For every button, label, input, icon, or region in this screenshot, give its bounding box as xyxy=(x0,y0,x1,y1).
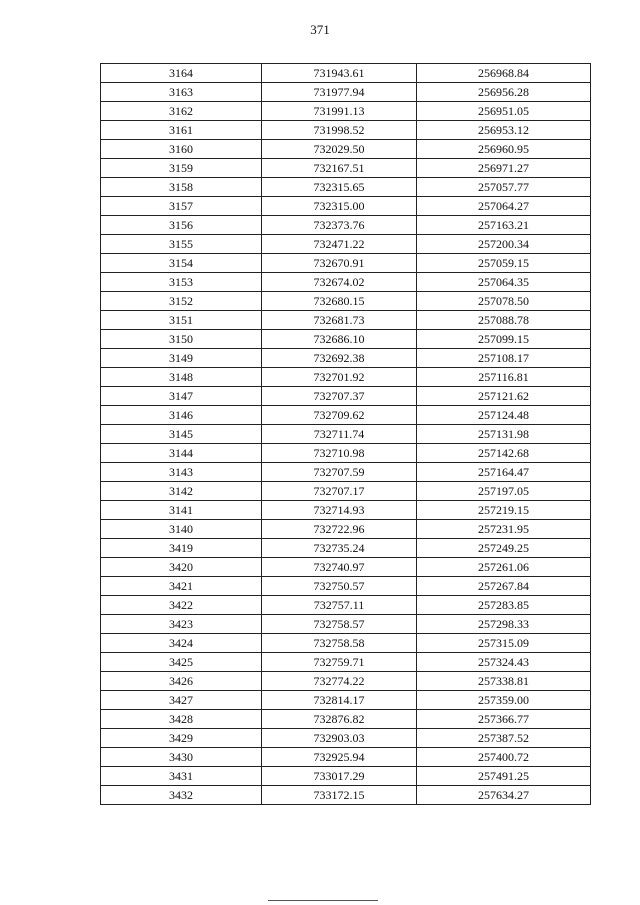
y-coordinate-cell: 257231.95 xyxy=(417,520,591,539)
table-row xyxy=(101,615,591,634)
y-coordinate-cell: 257283.85 xyxy=(417,596,591,615)
x-coordinate-cell: 732722.96 xyxy=(262,520,417,539)
x-coordinate-cell: 732710.98 xyxy=(262,444,417,463)
x-coordinate-cell: 732735.24 xyxy=(262,539,417,558)
x-coordinate-cell: 732029.50 xyxy=(262,140,417,159)
x-coordinate-cell: 732709.62 xyxy=(262,406,417,425)
point-number-cell: 3159 xyxy=(101,159,262,178)
x-coordinate-cell: 732686.10 xyxy=(262,330,417,349)
x-coordinate-cell: 732701.92 xyxy=(262,368,417,387)
y-coordinate-cell: 257124.48 xyxy=(417,406,591,425)
x-coordinate-cell: 733172.15 xyxy=(262,786,417,805)
y-coordinate-cell: 257116.81 xyxy=(417,368,591,387)
y-coordinate-cell: 257108.17 xyxy=(417,349,591,368)
table-row xyxy=(101,748,591,767)
point-number-cell: 3432 xyxy=(101,786,262,805)
table-row xyxy=(101,539,591,558)
point-number-cell: 3148 xyxy=(101,368,262,387)
y-coordinate-cell: 257057.77 xyxy=(417,178,591,197)
table-row xyxy=(101,786,591,805)
x-coordinate-cell: 732707.17 xyxy=(262,482,417,501)
x-coordinate-cell: 732758.57 xyxy=(262,615,417,634)
y-coordinate-cell: 257324.43 xyxy=(417,653,591,672)
table-row xyxy=(101,653,591,672)
y-coordinate-cell: 257400.72 xyxy=(417,748,591,767)
point-number-cell: 3429 xyxy=(101,729,262,748)
y-coordinate-cell: 257088.78 xyxy=(417,311,591,330)
table-row xyxy=(101,767,591,786)
point-number-cell: 3141 xyxy=(101,501,262,520)
table-row xyxy=(101,406,591,425)
table-row xyxy=(101,672,591,691)
point-number-cell: 3154 xyxy=(101,254,262,273)
point-number-cell: 3419 xyxy=(101,539,262,558)
y-coordinate-cell: 257099.15 xyxy=(417,330,591,349)
table-row xyxy=(101,102,591,121)
y-coordinate-cell: 257261.06 xyxy=(417,558,591,577)
table-row xyxy=(101,349,591,368)
x-coordinate-cell: 732315.65 xyxy=(262,178,417,197)
y-coordinate-cell: 257064.27 xyxy=(417,197,591,216)
x-coordinate-cell: 733017.29 xyxy=(262,767,417,786)
point-number-cell: 3420 xyxy=(101,558,262,577)
x-coordinate-cell: 732740.97 xyxy=(262,558,417,577)
x-coordinate-cell: 731998.52 xyxy=(262,121,417,140)
point-number-cell: 3422 xyxy=(101,596,262,615)
point-number-cell: 3156 xyxy=(101,216,262,235)
y-coordinate-cell: 257249.25 xyxy=(417,539,591,558)
point-number-cell: 3151 xyxy=(101,311,262,330)
point-number-cell: 3423 xyxy=(101,615,262,634)
x-coordinate-cell: 732750.57 xyxy=(262,577,417,596)
table-row xyxy=(101,83,591,102)
table-row xyxy=(101,330,591,349)
point-number-cell: 3153 xyxy=(101,273,262,292)
point-number-cell: 3427 xyxy=(101,691,262,710)
y-coordinate-cell: 257491.25 xyxy=(417,767,591,786)
point-number-cell: 3164 xyxy=(101,64,262,83)
point-number-cell: 3161 xyxy=(101,121,262,140)
point-number-cell: 3152 xyxy=(101,292,262,311)
table-row xyxy=(101,691,591,710)
point-number-cell: 3147 xyxy=(101,387,262,406)
y-coordinate-cell: 257366.77 xyxy=(417,710,591,729)
x-coordinate-cell: 732757.11 xyxy=(262,596,417,615)
point-number-cell: 3424 xyxy=(101,634,262,653)
point-number-cell: 3162 xyxy=(101,102,262,121)
y-coordinate-cell: 257298.33 xyxy=(417,615,591,634)
table-row xyxy=(101,710,591,729)
point-number-cell: 3149 xyxy=(101,349,262,368)
x-coordinate-cell: 732774.22 xyxy=(262,672,417,691)
x-coordinate-cell: 732471.22 xyxy=(262,235,417,254)
table-row xyxy=(101,273,591,292)
table-row xyxy=(101,311,591,330)
table-row xyxy=(101,387,591,406)
point-number-cell: 3145 xyxy=(101,425,262,444)
table-row xyxy=(101,463,591,482)
coordinates-table-body xyxy=(101,64,591,805)
table-row xyxy=(101,121,591,140)
y-coordinate-cell: 257634.27 xyxy=(417,786,591,805)
point-number-cell: 3428 xyxy=(101,710,262,729)
point-number-cell: 3421 xyxy=(101,577,262,596)
table-row xyxy=(101,197,591,216)
table-row xyxy=(101,140,591,159)
x-coordinate-cell: 732167.51 xyxy=(262,159,417,178)
point-number-cell: 3158 xyxy=(101,178,262,197)
table-row xyxy=(101,159,591,178)
point-number-cell: 3144 xyxy=(101,444,262,463)
y-coordinate-cell: 256971.27 xyxy=(417,159,591,178)
y-coordinate-cell: 257131.98 xyxy=(417,425,591,444)
x-coordinate-cell: 732681.73 xyxy=(262,311,417,330)
x-coordinate-cell: 731943.61 xyxy=(262,64,417,83)
x-coordinate-cell: 732670.91 xyxy=(262,254,417,273)
point-number-cell: 3430 xyxy=(101,748,262,767)
y-coordinate-cell: 257064.35 xyxy=(417,273,591,292)
x-coordinate-cell: 732680.15 xyxy=(262,292,417,311)
y-coordinate-cell: 256953.12 xyxy=(417,121,591,140)
table-row xyxy=(101,368,591,387)
point-number-cell: 3431 xyxy=(101,767,262,786)
point-number-cell: 3146 xyxy=(101,406,262,425)
table-row xyxy=(101,235,591,254)
table-row xyxy=(101,577,591,596)
point-number-cell: 3143 xyxy=(101,463,262,482)
table-row xyxy=(101,254,591,273)
x-coordinate-cell: 731991.13 xyxy=(262,102,417,121)
table-row xyxy=(101,729,591,748)
table-row xyxy=(101,482,591,501)
x-coordinate-cell: 732814.17 xyxy=(262,691,417,710)
x-coordinate-cell: 732714.93 xyxy=(262,501,417,520)
y-coordinate-cell: 257142.68 xyxy=(417,444,591,463)
y-coordinate-cell: 257200.34 xyxy=(417,235,591,254)
table-row xyxy=(101,216,591,235)
table-row xyxy=(101,425,591,444)
y-coordinate-cell: 257164.47 xyxy=(417,463,591,482)
point-number-cell: 3155 xyxy=(101,235,262,254)
y-coordinate-cell: 257219.15 xyxy=(417,501,591,520)
y-coordinate-cell: 257387.52 xyxy=(417,729,591,748)
x-coordinate-cell: 732876.82 xyxy=(262,710,417,729)
table-row xyxy=(101,178,591,197)
y-coordinate-cell: 257267.84 xyxy=(417,577,591,596)
y-coordinate-cell: 256968.84 xyxy=(417,64,591,83)
y-coordinate-cell: 257121.62 xyxy=(417,387,591,406)
point-number-cell: 3163 xyxy=(101,83,262,102)
y-coordinate-cell: 257197.05 xyxy=(417,482,591,501)
coordinates-table xyxy=(100,63,591,805)
point-number-cell: 3150 xyxy=(101,330,262,349)
y-coordinate-cell: 257359.00 xyxy=(417,691,591,710)
table-row xyxy=(101,520,591,539)
page-number: 371 xyxy=(310,22,330,37)
y-coordinate-cell: 256951.05 xyxy=(417,102,591,121)
point-number-cell: 3142 xyxy=(101,482,262,501)
table-row xyxy=(101,596,591,615)
table-row xyxy=(101,444,591,463)
y-coordinate-cell: 257338.81 xyxy=(417,672,591,691)
y-coordinate-cell: 256956.28 xyxy=(417,83,591,102)
x-coordinate-cell: 732315.00 xyxy=(262,197,417,216)
y-coordinate-cell: 257059.15 xyxy=(417,254,591,273)
x-coordinate-cell: 732674.02 xyxy=(262,273,417,292)
table-row xyxy=(101,501,591,520)
table-row xyxy=(101,558,591,577)
y-coordinate-cell: 256960.95 xyxy=(417,140,591,159)
table-row xyxy=(101,292,591,311)
x-coordinate-cell: 732711.74 xyxy=(262,425,417,444)
x-coordinate-cell: 732925.94 xyxy=(262,748,417,767)
point-number-cell: 3425 xyxy=(101,653,262,672)
x-coordinate-cell: 732373.76 xyxy=(262,216,417,235)
y-coordinate-cell: 257078.50 xyxy=(417,292,591,311)
x-coordinate-cell: 732707.37 xyxy=(262,387,417,406)
x-coordinate-cell: 732903.03 xyxy=(262,729,417,748)
table-row xyxy=(101,634,591,653)
y-coordinate-cell: 257315.09 xyxy=(417,634,591,653)
x-coordinate-cell: 732759.71 xyxy=(262,653,417,672)
point-number-cell: 3157 xyxy=(101,197,262,216)
x-coordinate-cell: 732692.38 xyxy=(262,349,417,368)
point-number-cell: 3426 xyxy=(101,672,262,691)
point-number-cell: 3140 xyxy=(101,520,262,539)
x-coordinate-cell: 732758.58 xyxy=(262,634,417,653)
table-row xyxy=(101,64,591,83)
x-coordinate-cell: 732707.59 xyxy=(262,463,417,482)
x-coordinate-cell: 731977.94 xyxy=(262,83,417,102)
point-number-cell: 3160 xyxy=(101,140,262,159)
y-coordinate-cell: 257163.21 xyxy=(417,216,591,235)
scan-artifact-line xyxy=(268,900,378,901)
